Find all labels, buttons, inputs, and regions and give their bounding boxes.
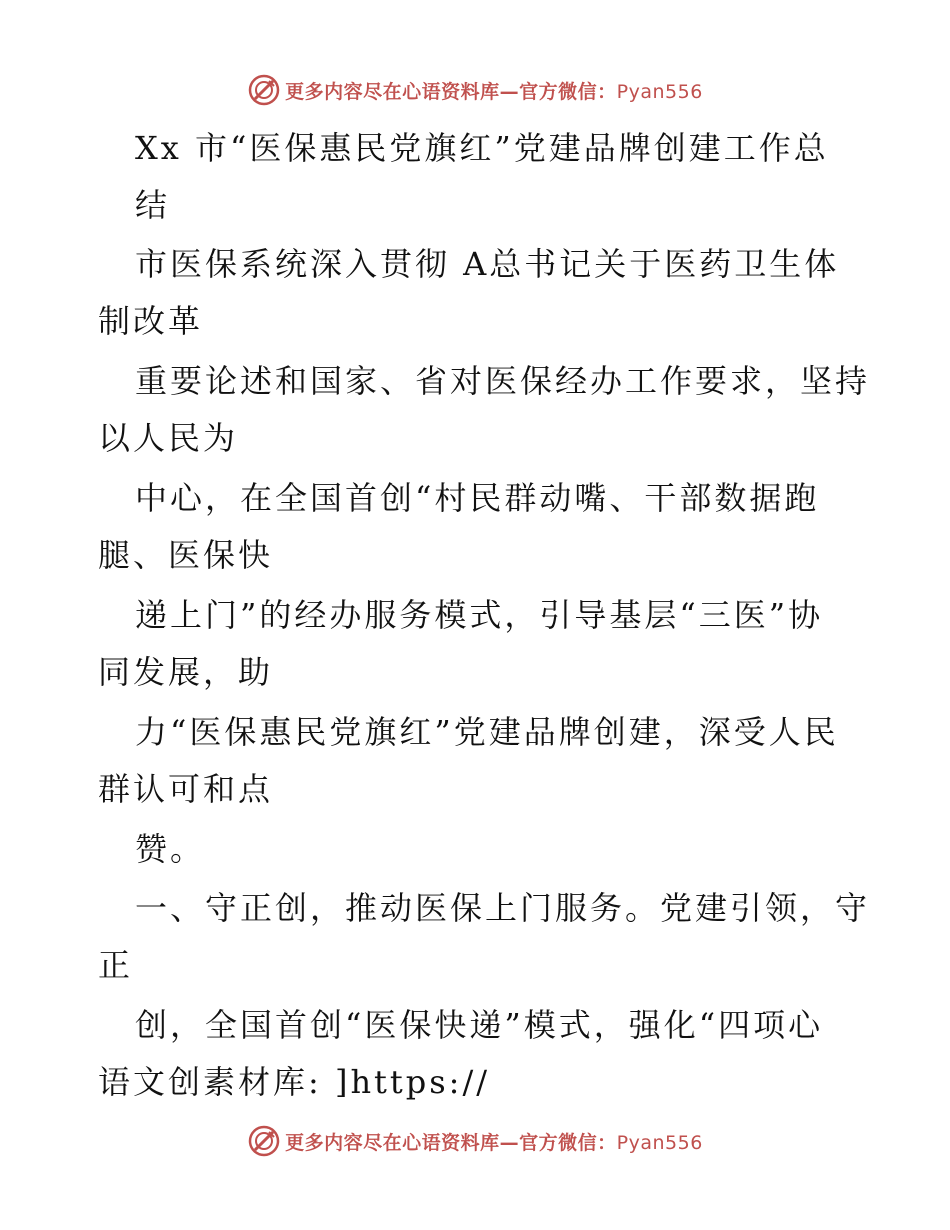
watermark-id: Pyan556 xyxy=(616,1131,703,1154)
body-line: 腿、医保快 xyxy=(98,536,274,574)
title-line-1: Xx 市“医保惠民党旗红”党建品牌创建工作总 xyxy=(135,129,829,167)
section-heading-line: 一、守正创，推动医保上门服务。党建引领，守 xyxy=(135,889,871,927)
body-line: 中心，在全国首创“村民群动嘴、干部数据跑 xyxy=(135,479,820,517)
body-line: 语文创素材库: ]https:// xyxy=(98,1063,491,1101)
seal-logo-icon xyxy=(247,1124,281,1158)
footer-watermark xyxy=(0,1121,950,1161)
watermark-text: 更多内容尽在心语资料库—官方微信：Pyan556 xyxy=(285,1131,703,1154)
seal-logo-icon xyxy=(247,73,281,107)
body-line: 制改革 xyxy=(98,302,204,340)
body-line: 同发展，助 xyxy=(98,653,274,691)
title-line-2: 结 xyxy=(135,186,171,224)
body-line: 正 xyxy=(98,946,134,984)
body-line: 重要论述和国家、省对医保经办工作要求，坚持 xyxy=(135,362,871,400)
body-line: 赞。 xyxy=(135,830,206,868)
watermark-text: 更多内容尽在心语资料库—官方微信：Pyan556 xyxy=(285,80,703,103)
body-line: 群认可和点 xyxy=(98,770,274,808)
watermark-id: Pyan556 xyxy=(616,80,703,103)
body-line: 市医保系统深入贯彻 A总书记关于医药卫生体 xyxy=(135,245,840,283)
body-line: 创，全国首创“医保快递”模式，强化“四项心 xyxy=(135,1006,824,1044)
body-line: 力“医保惠民党旗红”党建品牌创建，深受人民 xyxy=(135,713,839,751)
body-line: 以人民为 xyxy=(98,419,239,457)
body-line: 递上门”的经办服务模式，引导基层“三医”协 xyxy=(135,596,824,634)
header-watermark xyxy=(0,70,950,110)
